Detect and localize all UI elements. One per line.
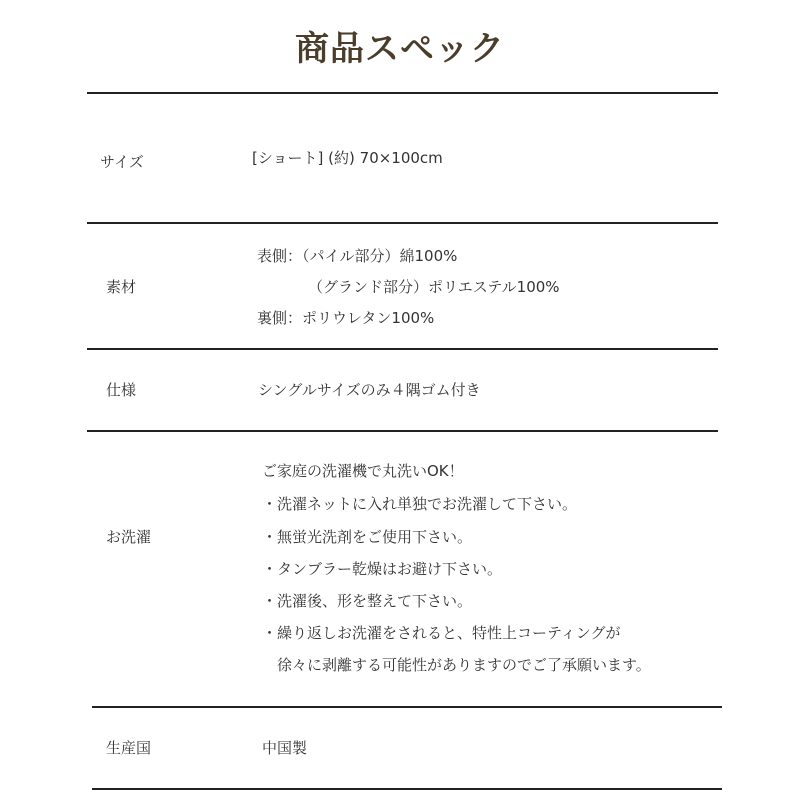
spec-value-washing-line-1: ご家庭の洗濯機で丸洗いOK！ xyxy=(262,462,464,480)
spec-value-spec: シングルサイズのみ４隅ゴム付き xyxy=(258,381,481,399)
page-title: 商品スペック xyxy=(295,29,505,69)
spec-label-origin: 生産国 xyxy=(106,739,152,757)
spec-value-material-ground: （グランド部分）ポリエステル100% xyxy=(308,278,560,296)
divider-after-material xyxy=(87,348,718,350)
spec-value-origin: 中国製 xyxy=(262,739,308,757)
spec-value-washing-line-3: ・無蛍光洗剤をご使用下さい。 xyxy=(262,528,473,546)
spec-value-washing-line-6: ・繰り返しお洗濯をされると、特性上コーティングが xyxy=(262,624,621,642)
spec-value-washing-line-7: 徐々に剥離する可能性がありますのでご了承願います。 xyxy=(277,656,651,674)
spec-label-size: サイズ xyxy=(100,153,144,171)
divider-after-washing xyxy=(92,706,722,708)
spec-label-spec: 仕様 xyxy=(106,381,137,399)
spec-value-washing-line-2: ・洗濯ネットに入れ単独でお洗濯して下さい。 xyxy=(262,495,578,513)
spec-value-washing-line-5: ・洗濯後、形を整えて下さい。 xyxy=(262,592,473,610)
spec-label-washing: お洗濯 xyxy=(106,528,152,546)
spec-value-material-front: 表側：（パイル部分）綿100% xyxy=(257,247,458,265)
spec-label-material: 素材 xyxy=(106,278,137,296)
divider-after-spec xyxy=(87,430,718,432)
spec-value-washing-line-4: ・タンブラー乾燥はお避け下さい。 xyxy=(262,560,503,578)
divider-bottom xyxy=(92,788,722,790)
spec-value-material-back: 裏側：ポリウレタン100% xyxy=(257,309,435,327)
divider-after-size xyxy=(87,222,718,224)
spec-value-size: [ショート] (約) 70×100cm xyxy=(252,149,443,167)
divider-top xyxy=(87,92,718,94)
